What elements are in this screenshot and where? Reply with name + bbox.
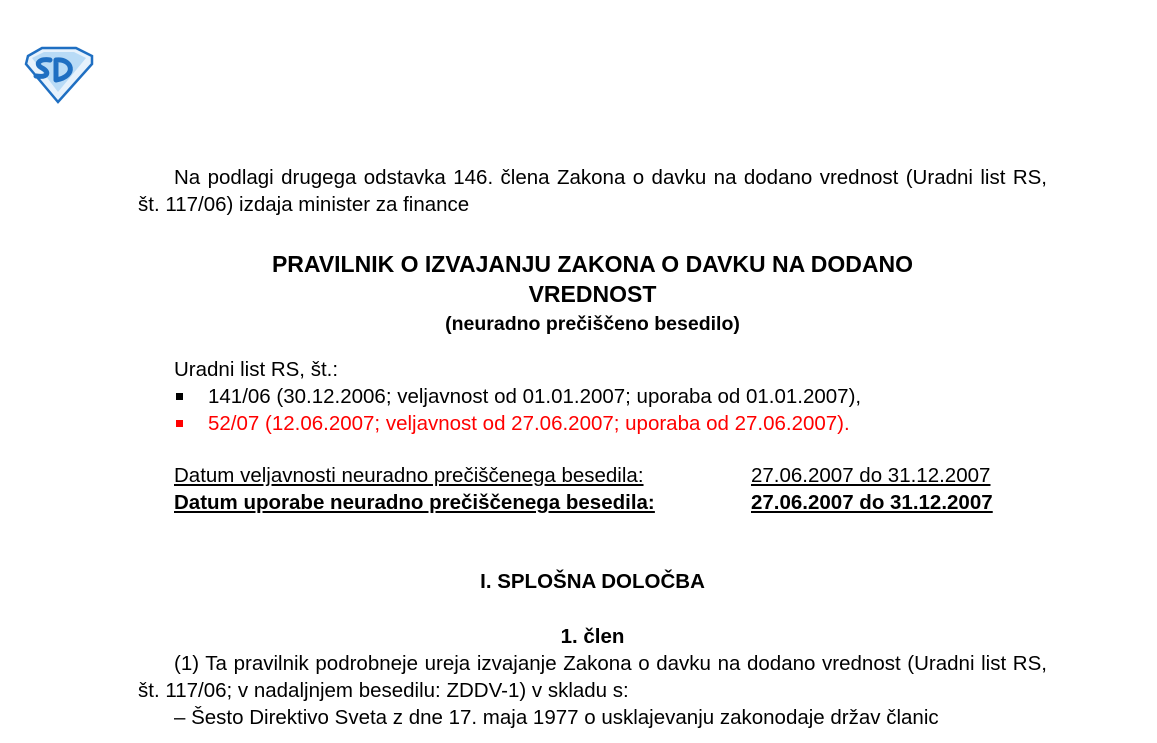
use-date-label: Datum uporabe neuradno prečiščenega besedila: — [174, 491, 655, 514]
article-dash-item: – Šesto Direktivo Sveta z dne 17. maja 1977 o usklajevanju zakonodaje držav članic — [174, 706, 939, 729]
title-line-1: PRAVILNIK O IZVAJANJU ZAKONA O DAVKU NA DODANO — [271, 251, 914, 277]
article-paragraph: (1) Ta pravilnik podrobneje ureja izvajanje Zakona o davku na dodano vrednost (Uradni list RS, št. 117/06; v nadaljnjem besedilu: ZDDV-1) v skladu s: — [138, 652, 1047, 702]
dates-block — [174, 462, 1024, 516]
document-body — [138, 164, 1047, 731]
validity-date-value: 27.06.2007 do 31.12.2007 — [751, 464, 991, 487]
square-bullet-icon — [176, 393, 183, 400]
article-heading: 1. člen — [560, 625, 625, 648]
document-title — [138, 249, 1047, 309]
gazette-item-text: 52/07 (12.06.2007; veljavnost od 27.06.2007; uporaba od 27.06.2007). — [208, 412, 850, 435]
gazette-label: Uradni list RS, št.: — [174, 358, 339, 381]
validity-date-row — [174, 462, 1024, 489]
gazette-item-text: 141/06 (30.12.2006; veljavnost od 01.01.2007; uporaba od 01.01.2007), — [208, 385, 862, 408]
document-subtitle: (neuradno prečiščeno besedilo) — [445, 313, 740, 335]
gazette-item — [174, 410, 1047, 437]
use-date-row — [174, 489, 1024, 516]
square-bullet-icon — [176, 420, 183, 427]
intro-paragraph: Na podlagi drugega odstavka 146. člena Zakona o davku na dodano vrednost (Uradni list RS, št. 117/06) izdaja minister za finance — [138, 166, 1047, 216]
use-date-value: 27.06.2007 do 31.12.2007 — [751, 491, 993, 514]
title-line-2: VREDNOST — [528, 281, 657, 307]
gazette-list — [138, 383, 1047, 437]
gazette-item — [174, 383, 1047, 410]
section-heading: I. SPLOŠNA DOLOČBA — [480, 570, 705, 593]
company-logo — [22, 46, 96, 104]
validity-date-label: Datum veljavnosti neuradno prečiščenega besedila: — [174, 464, 644, 487]
